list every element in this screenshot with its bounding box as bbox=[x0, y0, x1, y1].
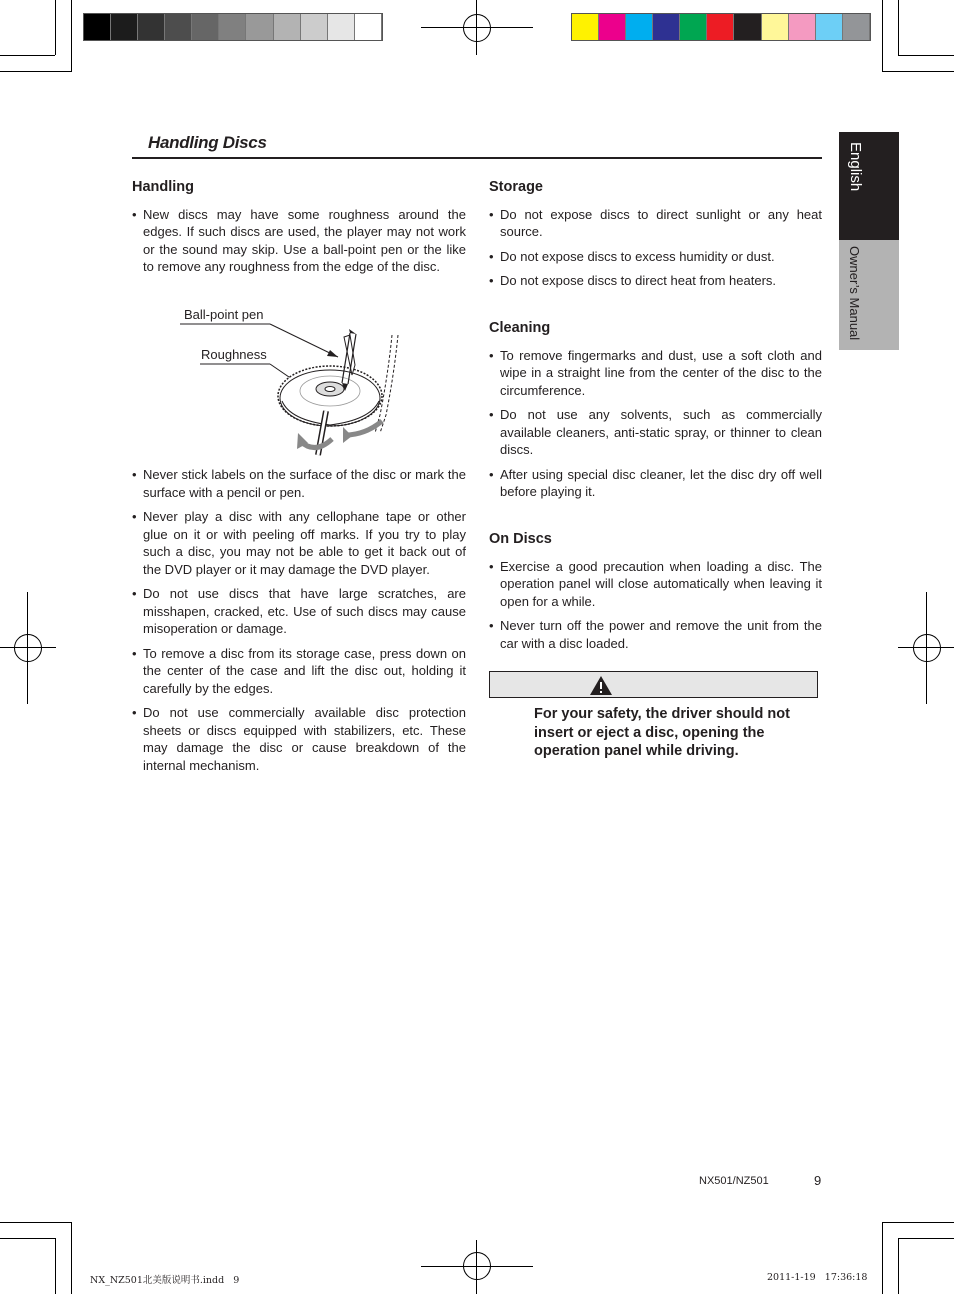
list-item: • Do not use commercially available disc protection sheets or discs equipped with stabilizers, etc. These may damage the disc or cause breakdown of the internal mechanism. bbox=[132, 704, 466, 774]
print-slug-file: NX_NZ501北美版说明书.indd 9 bbox=[90, 1275, 240, 1286]
footer-model: NX501/NZ501 bbox=[699, 1175, 769, 1187]
color-bar bbox=[571, 13, 871, 41]
warning-box bbox=[489, 671, 818, 698]
handling-section bbox=[132, 179, 466, 283]
gray-swatch bbox=[84, 14, 111, 40]
list-item: • To remove fingermarks and dust, use a soft cloth and wipe in a straight line from the center of the disc to the circumference. bbox=[489, 347, 822, 400]
ball-point-pen-label: Ball-point pen bbox=[184, 307, 264, 322]
manual-tab-label: Owner’s Manual bbox=[847, 246, 862, 341]
roughness-label: Roughness bbox=[201, 347, 267, 362]
list-item: • Never turn off the power and remove the unit from the car with a disc loaded. bbox=[489, 617, 822, 652]
color-swatch bbox=[599, 14, 626, 40]
gray-swatch bbox=[274, 14, 301, 40]
color-swatch bbox=[762, 14, 789, 40]
gray-swatch bbox=[219, 14, 246, 40]
page-number: 9 bbox=[814, 1173, 822, 1188]
color-swatch bbox=[843, 14, 870, 40]
grayscale-bar bbox=[83, 13, 383, 41]
gray-swatch bbox=[192, 14, 219, 40]
list-item: • After using special disc cleaner, let the disc dry off well before playing it. bbox=[489, 466, 822, 501]
handling-heading: Handling bbox=[132, 179, 195, 195]
on-discs-heading: On Discs bbox=[489, 531, 552, 547]
list-item: • Do not expose discs to direct heat from heaters. bbox=[489, 272, 822, 290]
gray-swatch bbox=[246, 14, 273, 40]
warning-text: For your safety, the driver should not insert or eject a disc, opening the operation panel while driving. bbox=[534, 706, 790, 759]
warning-triangle-icon bbox=[590, 676, 612, 695]
list-item: • Do not use any solvents, such as commercially available cleaners, anti-static spray, or thinner to clean discs. bbox=[489, 406, 822, 459]
color-swatch bbox=[789, 14, 816, 40]
storage-section bbox=[489, 179, 822, 297]
list-item: • To remove a disc from its storage case, press down on the center of the case and lift the disc out, holding it carefully by the edges. bbox=[132, 645, 466, 698]
language-tab bbox=[839, 132, 899, 240]
disc-illustration bbox=[180, 305, 410, 465]
on-discs-section bbox=[489, 531, 822, 659]
list-item: • Do not use discs that have large scratches, are misshapen, cracked, etc. Use of such discs may cause misoperation or damage. bbox=[132, 585, 466, 638]
list-item: • Never play a disc with any cellophane tape or other glue on it or with peeling off marks. If you try to play such a disc, you may not be able to get it back out of the DVD player or it may damage the DVD player. bbox=[132, 508, 466, 578]
list-item: • New discs may have some roughness around the edges. If such discs are used, the player may not work or the sound may skip. Use a ball-point pen or the like to remove any roughness from the edge of the disc. bbox=[132, 206, 466, 276]
handling-section-continued bbox=[132, 466, 466, 781]
cleaning-section bbox=[489, 320, 822, 508]
section-title: Handling Discs bbox=[148, 133, 267, 152]
print-slug-timestamp: 2011-1-19 17:36:18 bbox=[767, 1272, 868, 1283]
language-tab-label: English bbox=[847, 142, 864, 192]
color-swatch bbox=[680, 14, 707, 40]
color-swatch bbox=[572, 14, 599, 40]
cleaning-heading: Cleaning bbox=[489, 320, 551, 336]
gray-swatch bbox=[138, 14, 165, 40]
gray-swatch bbox=[355, 14, 382, 40]
gray-swatch bbox=[165, 14, 192, 40]
list-item: • Never stick labels on the surface of the disc or mark the surface with a pencil or pen. bbox=[132, 466, 466, 501]
color-swatch bbox=[707, 14, 734, 40]
list-item: • Do not expose discs to excess humidity or dust. bbox=[489, 248, 822, 266]
list-item: • Exercise a good precaution when loading a disc. The operation panel will close automatically when leaving it open for a while. bbox=[489, 558, 822, 611]
gray-swatch bbox=[328, 14, 355, 40]
color-swatch bbox=[626, 14, 653, 40]
list-item: • Do not expose discs to direct sunlight or any heat source. bbox=[489, 206, 822, 241]
manual-tab bbox=[839, 240, 899, 350]
color-swatch bbox=[734, 14, 761, 40]
gray-swatch bbox=[111, 14, 138, 40]
title-rule bbox=[132, 157, 822, 159]
gray-swatch bbox=[301, 14, 328, 40]
storage-heading: Storage bbox=[489, 179, 543, 195]
disc-handling-figure bbox=[180, 305, 410, 465]
color-swatch bbox=[653, 14, 680, 40]
color-swatch bbox=[816, 14, 843, 40]
